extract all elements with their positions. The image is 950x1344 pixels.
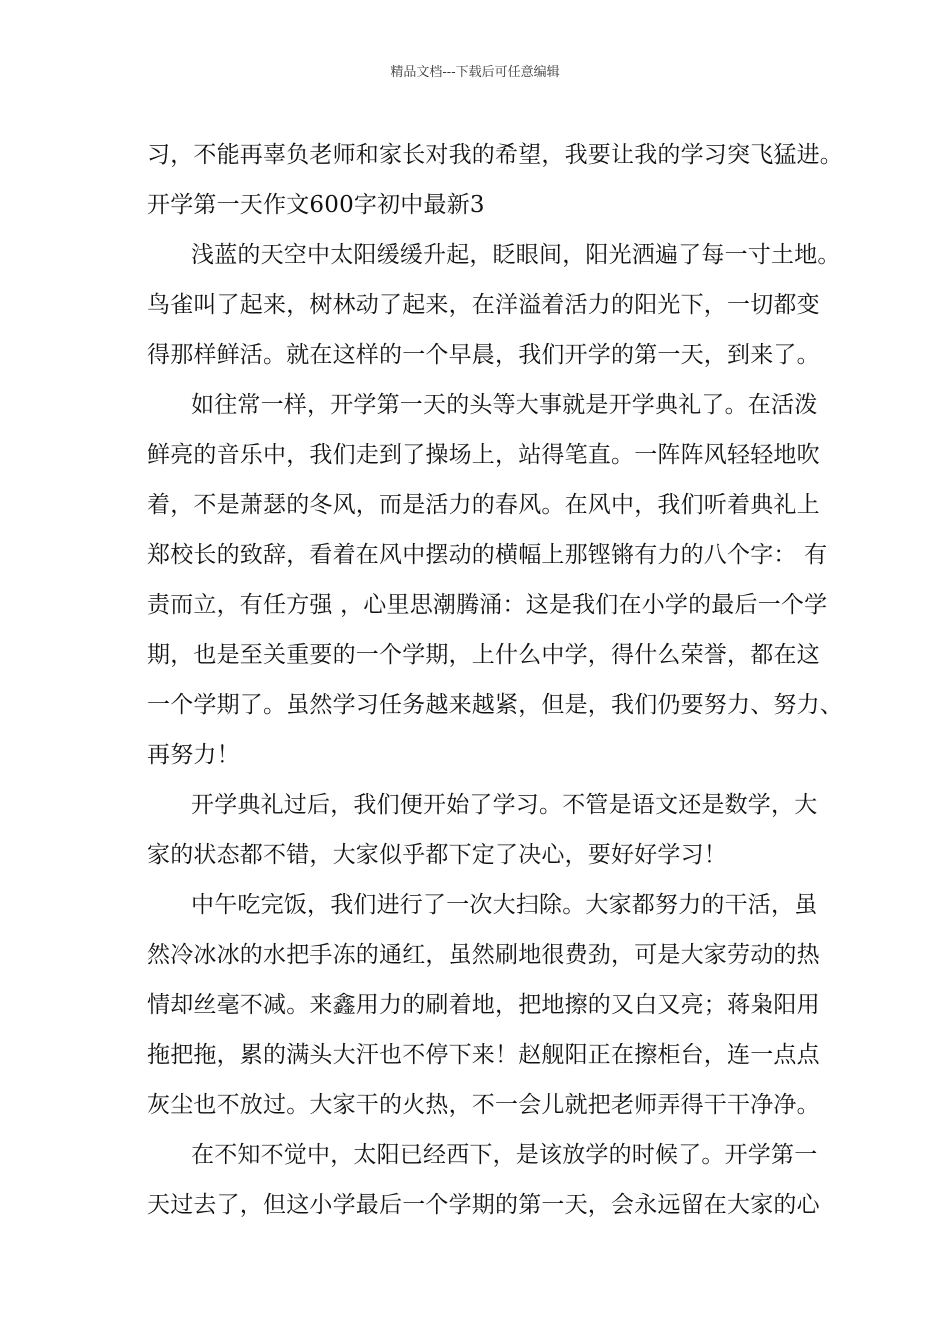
text-line: 在不知不觉中，太阳已经西下，是该放学的时候了。开学第一: [191, 1142, 818, 1168]
text-line: 如往常一样，开学第一天的头等大事就是开学典礼了。在活泼: [191, 392, 818, 418]
text-line: 得那样鲜活。就在这样的一个早晨，我们开学的第一天，到来了。: [147, 342, 820, 368]
section-title: 开学第一天作文600字初中最新3: [147, 192, 485, 218]
text-line: 鲜亮的音乐中，我们走到了操场上，站得笔直。一阵阵风轻轻地吹: [147, 442, 820, 468]
text-line: 开学典礼过后，我们便开始了学习。不管是语文还是数学，大: [191, 792, 818, 818]
text-line: 再努力！: [147, 742, 240, 768]
text-line: 中午吃完饭，我们进行了一次大扫除。大家都努力的干活，虽: [191, 892, 818, 918]
text-line: 鸟雀叫了起来，树林动了起来，在洋溢着活力的阳光下，一切都变: [147, 292, 820, 318]
text-line: 拖把拖，累的满头大汗也不停下来！赵舰阳正在擦柜台，连一点点: [147, 1042, 820, 1068]
text-line: 情却丝毫不减。来鑫用力的刷着地，把地擦的又白又亮；蒋枭阳用: [147, 992, 820, 1018]
text-line: 天过去了，但这小学最后一个学期的第一天，会永远留在大家的心: [147, 1192, 820, 1218]
text-line: 家的状态都不错，大家似乎都下定了决心，要好好学习！: [147, 842, 727, 868]
text-line: 灰尘也不放过。大家干的火热，不一会儿就把老师弄得干干净净。: [147, 1092, 820, 1118]
text-line: 着，不是萧瑟的冬风，而是活力的春风。在风中，我们听着典礼上: [147, 492, 820, 518]
text-line: 然冷冰冰的水把手冻的通红，虽然刷地很费劲，可是大家劳动的热: [147, 942, 820, 968]
text-line: 一个学期了。虽然学习任务越来越紧，但是，我们仍要努力、努力、: [147, 692, 843, 718]
text-line: 郑校长的致辞，看着在风中摆动的横幅上那铿锵有力的八个字： 有: [147, 542, 828, 568]
text-line: 期，也是至关重要的一个学期，上什么中学，得什么荣誉，都在这: [147, 642, 820, 668]
text-line: 责而立，有任方强 ，心里思潮腾涌：这是我们在小学的最后一个学: [147, 592, 828, 618]
text-line: 习，不能再辜负老师和家长对我的希望，我要让我的学习突飞猛进。: [147, 142, 843, 168]
page-header: 精品文档---下载后可任意编辑: [390, 65, 560, 80]
text-line: 浅蓝的天空中太阳缓缓升起，眨眼间，阳光洒遍了每一寸土地。: [191, 242, 841, 268]
document-body: [147, 130, 843, 1230]
